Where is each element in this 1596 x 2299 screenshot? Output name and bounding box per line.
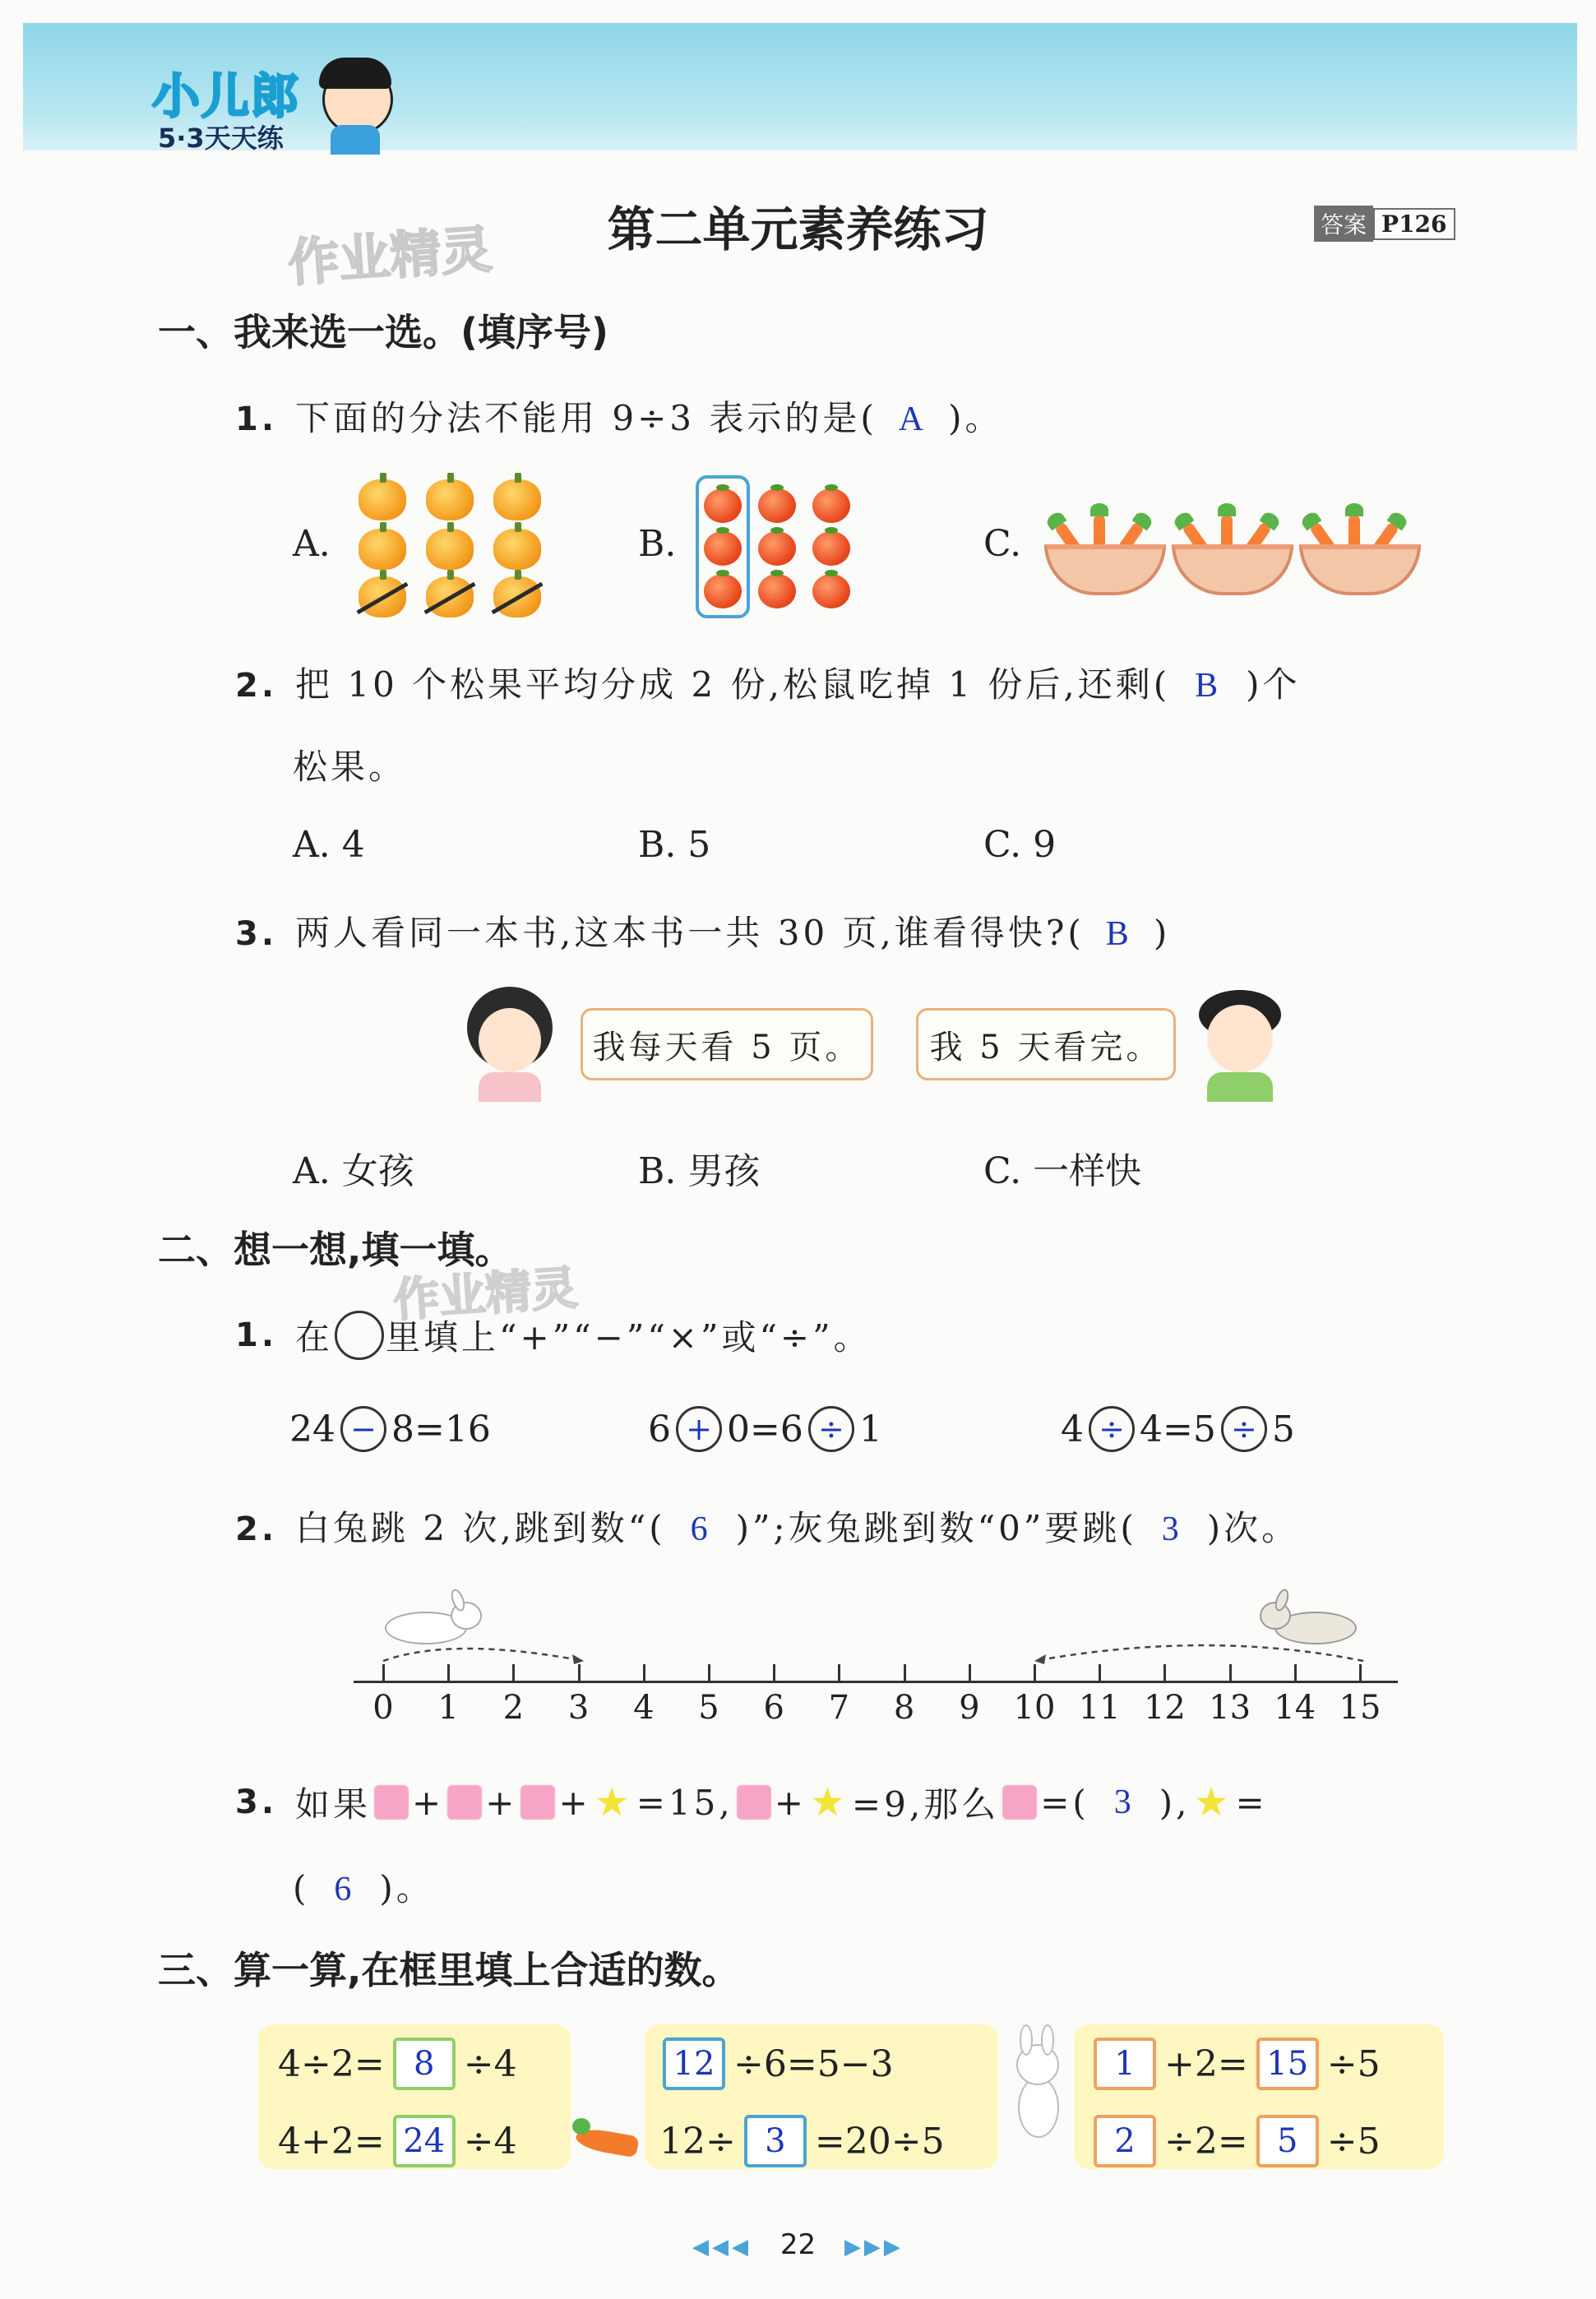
q-answer: 6 xyxy=(334,1871,355,1908)
prev-arrows-icon: ◀◀◀ xyxy=(692,2235,752,2260)
eq-part: +2= xyxy=(1164,2042,1248,2085)
axis-line xyxy=(354,1681,1398,1683)
number-line-tick xyxy=(1034,1664,1036,1682)
number-line-tick xyxy=(643,1664,645,1682)
number-line-tick xyxy=(1229,1664,1232,1682)
answer-box: 2 xyxy=(1094,2115,1156,2167)
expr-part: 5 xyxy=(1271,1408,1295,1450)
eq-part: =20÷5 xyxy=(814,2120,945,2163)
equation xyxy=(659,2115,945,2167)
expr-part: 4 xyxy=(1061,1408,1084,1450)
q-text: 两人看同一本书,这本书一共 30 页,谁看得快?( xyxy=(295,913,1085,953)
eq-part: ÷2= xyxy=(1164,2120,1248,2163)
number-line-tick xyxy=(447,1664,450,1682)
op-circle xyxy=(808,1406,854,1452)
option-c-label: C. xyxy=(983,523,1022,565)
answer-box: 3 xyxy=(744,2115,807,2167)
answer-reference xyxy=(1314,207,1455,240)
op-circle xyxy=(676,1406,722,1452)
answer-box: 24 xyxy=(393,2115,456,2167)
number-line-label: 8 xyxy=(893,1689,915,1727)
number-line-label: 4 xyxy=(633,1689,655,1727)
answer-label: 答案 xyxy=(1314,206,1373,242)
number-line-tick xyxy=(1099,1664,1101,1682)
expr-part: 1 xyxy=(858,1408,882,1450)
q-text: 如果 xyxy=(295,1784,372,1825)
number-line-label: 10 xyxy=(1013,1689,1056,1727)
op-circle xyxy=(1221,1406,1267,1452)
eq-part: ÷4 xyxy=(463,2042,517,2085)
watermark: 作业精灵 xyxy=(286,219,494,294)
number-line-label: 2 xyxy=(502,1689,525,1727)
eq-part: ÷4 xyxy=(463,2120,517,2163)
section3-heading: 三、算一算,在框里填上合适的数。 xyxy=(158,1948,740,1992)
speech-bubble-girl: 我每天看 5 页。 xyxy=(581,1008,873,1080)
q-answer: B xyxy=(1195,667,1222,705)
circle-blank-icon xyxy=(335,1311,384,1360)
s2-q1-expr3 xyxy=(1061,1406,1295,1452)
section2-heading: 二、想一想,填一填。 xyxy=(158,1228,513,1272)
answer-page: P126 xyxy=(1373,208,1455,240)
equation xyxy=(1085,2038,1381,2090)
q-text: )个 xyxy=(1246,664,1301,705)
boy-avatar xyxy=(1194,990,1284,1102)
op-answer: ÷ xyxy=(1099,1411,1125,1447)
eq-part: ÷5 xyxy=(1326,2042,1381,2085)
number-line-tick xyxy=(904,1664,906,1682)
equation xyxy=(278,2038,517,2090)
eq-part: ÷5 xyxy=(1326,2120,1381,2163)
number-line-tick xyxy=(1294,1664,1297,1682)
option-a: A. 4 xyxy=(293,824,365,866)
s2-q1-expr2 xyxy=(648,1406,882,1452)
q-text: )”;灰兔跳到数“0”要跳( xyxy=(735,1508,1137,1548)
op-answer: + xyxy=(686,1411,712,1447)
carrot-bowls-icon xyxy=(1044,503,1414,594)
expr-part: 24 xyxy=(289,1408,335,1450)
equation xyxy=(655,2038,894,2090)
speech-bubble-boy: 我 5 天看完。 xyxy=(916,1008,1176,1080)
eq-part: 4÷2= xyxy=(278,2042,385,2085)
brand-logo: 小儿郎 xyxy=(152,68,301,124)
page-number: 22 xyxy=(779,2228,817,2261)
option-a-label: A. xyxy=(293,523,331,565)
option-b-label: B. xyxy=(638,523,677,565)
star-icon: ★ xyxy=(809,1779,849,1825)
q-text: )。 xyxy=(379,1868,434,1908)
eq-part: ÷6=5−3 xyxy=(733,2042,894,2085)
mascot-icon xyxy=(314,58,396,156)
expr-part: 4=5 xyxy=(1140,1408,1216,1450)
q-answer: 6 xyxy=(690,1510,711,1548)
q-number: 1. xyxy=(235,400,278,438)
answer-box: 5 xyxy=(1256,2115,1319,2167)
option-a: A. 女孩 xyxy=(293,1150,414,1192)
number-line-label: 9 xyxy=(959,1689,980,1727)
star-icon: ★ xyxy=(1193,1779,1233,1825)
s2-q3: 3. 如果 + + + ★ =15, + ★ =9,那么 =( 3 ), ★ = xyxy=(235,1779,1268,1825)
q-text: 在 xyxy=(295,1317,334,1358)
number-line-label: 1 xyxy=(437,1689,459,1727)
pink-square-icon xyxy=(374,1785,409,1820)
q-text: 把 10 个松果平均分成 2 份,松鼠吃掉 1 份后,还剩( xyxy=(295,664,1171,705)
op-answer: ÷ xyxy=(817,1411,844,1447)
s2-q3-line2 xyxy=(293,1862,434,1911)
carrot-icon xyxy=(567,2113,643,2163)
s2-q1 xyxy=(235,1311,872,1360)
number-line xyxy=(345,1579,1406,1727)
number-line-tick xyxy=(382,1664,385,1682)
q-text: =( xyxy=(1040,1782,1089,1823)
op-circle xyxy=(340,1406,386,1452)
jump-arcs xyxy=(345,1579,1406,1669)
equation xyxy=(278,2115,517,2167)
s1-q1 xyxy=(235,391,1003,441)
number-line-tick xyxy=(708,1664,710,1682)
op-circle xyxy=(1089,1406,1135,1452)
number-line-tick xyxy=(773,1664,775,1682)
answer-box: 8 xyxy=(393,2038,456,2090)
expr-part: 0=6 xyxy=(727,1408,803,1450)
number-line-label: 11 xyxy=(1078,1689,1121,1727)
section1-heading: 一、我来选一选。(填序号) xyxy=(158,310,609,354)
q-text: )。 xyxy=(948,398,1003,438)
pink-square-icon xyxy=(520,1785,555,1820)
option-b: B. 男孩 xyxy=(638,1150,761,1192)
q-text: =9,那么 xyxy=(851,1784,1000,1825)
number-line-label: 13 xyxy=(1209,1689,1251,1727)
s1-q2-line2: 松果。 xyxy=(293,747,407,787)
answer-box: 12 xyxy=(663,2038,725,2090)
q-text: )次。 xyxy=(1206,1508,1300,1548)
q-number: 2. xyxy=(235,667,278,705)
number-line-tick xyxy=(1163,1664,1166,1682)
s1-q3 xyxy=(235,906,1170,955)
expr-part: 6 xyxy=(648,1408,671,1450)
q-answer: A xyxy=(898,400,928,438)
pink-square-icon xyxy=(1002,1785,1037,1820)
number-line-label: 7 xyxy=(828,1689,850,1727)
q-number: 3. xyxy=(235,1783,278,1821)
option-c: C. 一样快 xyxy=(983,1150,1142,1192)
answer-box: 1 xyxy=(1094,2038,1156,2090)
number-line-tick xyxy=(838,1664,840,1682)
q-text: ( xyxy=(293,1868,310,1908)
q-number: 1. xyxy=(235,1316,278,1354)
q-answer: 3 xyxy=(1113,1783,1135,1821)
q-text: 里填上“+”“−”“×”或“÷”。 xyxy=(386,1317,872,1358)
brand-subtitle: 5·3天天练 xyxy=(158,123,284,154)
expr-part: 8=16 xyxy=(391,1408,491,1450)
page-footer xyxy=(0,2228,1596,2261)
q-text: ) xyxy=(1153,913,1171,953)
number-line-tick xyxy=(969,1664,971,1682)
number-line-tick xyxy=(512,1664,515,1682)
answer-box: 15 xyxy=(1256,2038,1319,2090)
pink-square-icon xyxy=(447,1785,482,1820)
option-c: C. 9 xyxy=(983,824,1057,866)
op-answer: − xyxy=(350,1411,377,1447)
q-number: 2. xyxy=(235,1510,278,1548)
q-answer: 3 xyxy=(1161,1510,1182,1548)
number-line-label: 12 xyxy=(1143,1689,1186,1727)
pumpkin-group-icon xyxy=(354,473,559,621)
watermark: 作业精灵 xyxy=(391,1261,580,1328)
number-line-label: 15 xyxy=(1339,1689,1381,1727)
q-text: =15, xyxy=(636,1782,733,1823)
q-text: 白兔跳 2 次,跳到数“( xyxy=(295,1508,666,1548)
op-answer: ÷ xyxy=(1230,1411,1257,1447)
q-text: 下面的分法不能用 9÷3 表示的是( xyxy=(295,398,877,438)
number-line-label: 6 xyxy=(763,1689,784,1727)
page-title: 第二单元素养练习 xyxy=(607,201,989,257)
q-text: ), xyxy=(1159,1782,1191,1823)
number-line-label: 0 xyxy=(372,1689,394,1727)
eq-part: 4+2= xyxy=(278,2120,385,2163)
girl-avatar xyxy=(460,987,559,1102)
q-answer: B xyxy=(1105,915,1132,953)
option-b: B. 5 xyxy=(638,824,711,866)
tomato-group-icon xyxy=(696,475,868,620)
next-arrows-icon: ▶▶▶ xyxy=(844,2235,904,2260)
equation xyxy=(1085,2115,1381,2167)
s2-q2 xyxy=(235,1501,1299,1551)
number-line-tick xyxy=(1359,1664,1362,1682)
eq-part: 12÷ xyxy=(659,2120,736,2163)
q-number: 3. xyxy=(235,915,278,953)
star-icon: ★ xyxy=(594,1779,633,1825)
s2-q1-expr1 xyxy=(289,1406,491,1452)
number-line-label: 5 xyxy=(698,1689,719,1727)
s1-q2 xyxy=(235,658,1301,707)
number-line-label: 3 xyxy=(567,1689,590,1727)
rabbit-icon xyxy=(1002,2028,1071,2167)
pink-square-icon xyxy=(737,1785,771,1820)
number-line-label: 14 xyxy=(1274,1689,1316,1727)
number-line-tick xyxy=(578,1664,581,1682)
